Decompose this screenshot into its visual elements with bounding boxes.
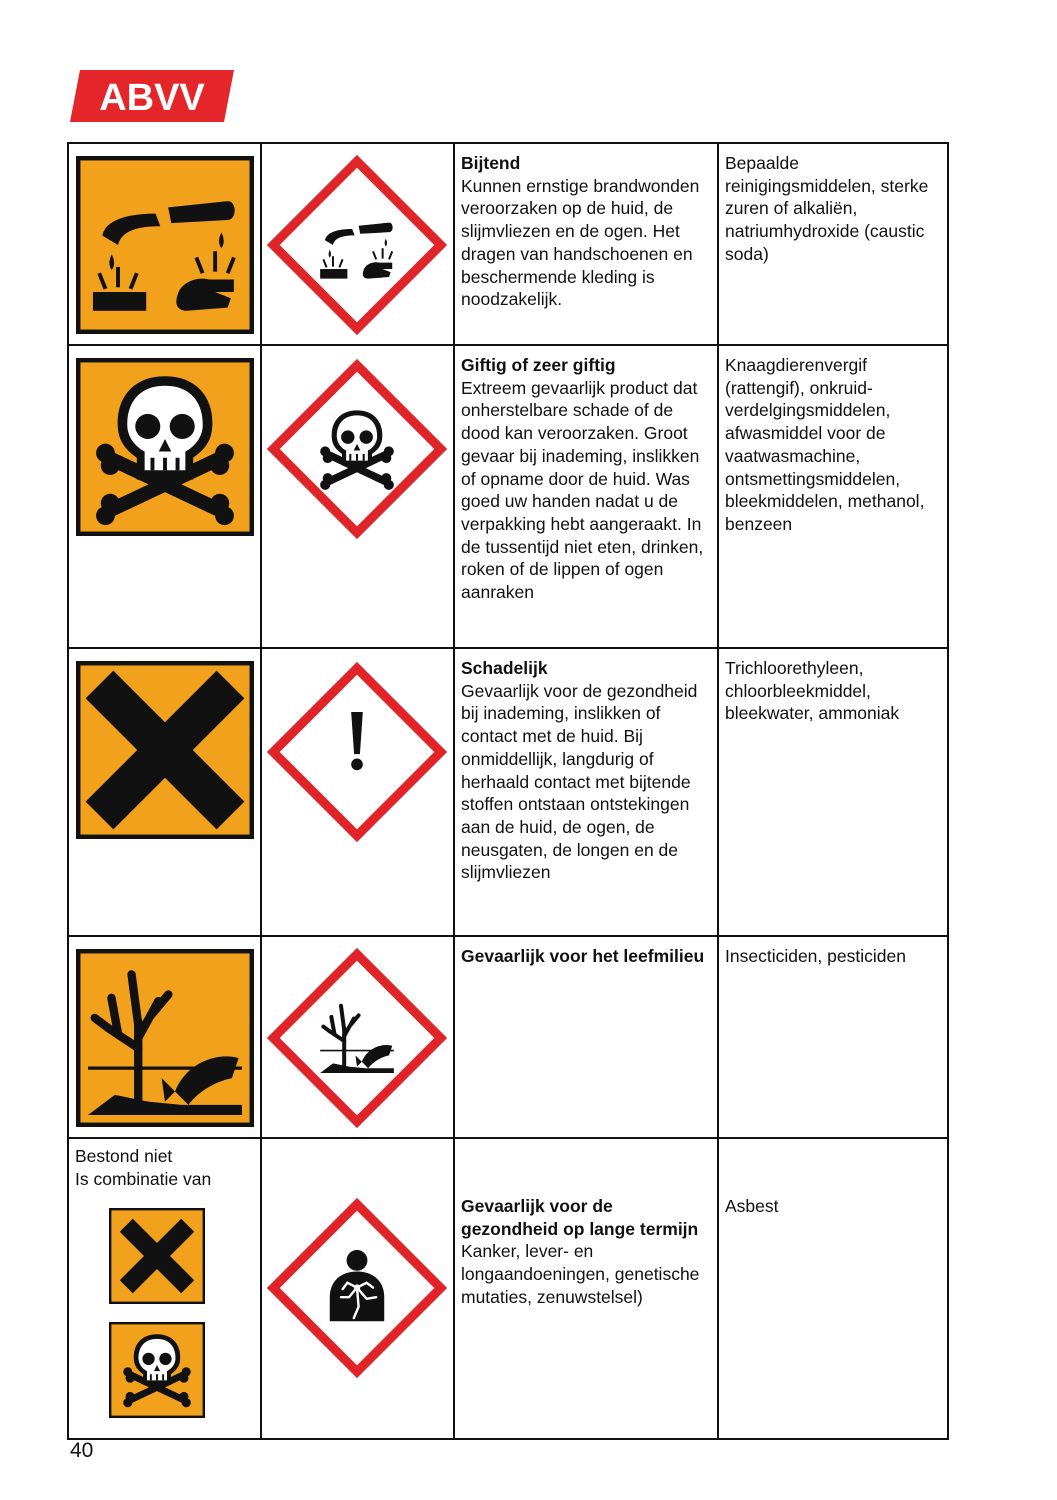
hazard-description: Gevaarlijk voor de gezondheid bij inademing, inslikken of contact met de huid. Bij onmiddellijk, langdurig of herhaald contact met bijtende stoffen ontstaan ontstekingen aan de huid, de ogen, de neusgaten, de longen en de slijmvliezen <box>461 680 698 883</box>
ghs-symbol-cell <box>261 1138 454 1439</box>
ghs-symbol-cell <box>261 648 454 936</box>
hazard-description: Kanker, lever- en longaandoeningen, genetische mutaties, zenuwstelsel) <box>461 1241 700 1307</box>
environment-icon <box>266 947 448 1129</box>
exclamation-mark-icon <box>266 661 448 843</box>
old-symbol-cell <box>68 143 261 345</box>
hazard-title: Bijtend <box>461 153 521 173</box>
old-symbol-cell <box>68 648 261 936</box>
hazard-examples: Knaagdierenvergif (rattengif), onkruid-verdelgingsmiddelen, afwasmiddel voor de vaatwasmachine, ontsmettingsmiddelen, bleekmiddelen, methanol, benzeen <box>725 355 925 534</box>
ghs-symbol-cell <box>261 345 454 648</box>
health-hazard-icon <box>266 1197 448 1379</box>
hazard-title: Gevaarlijk voor het leefmilieu <box>461 946 705 966</box>
hazard-symbols-table <box>67 142 949 1440</box>
skull-crossbones-icon <box>266 358 448 540</box>
x-cross-icon <box>109 1208 205 1304</box>
x-cross-icon <box>76 661 254 839</box>
abvv-logo <box>70 70 234 122</box>
old-symbol-cell <box>68 1138 261 1439</box>
hazard-title: Gevaarlijk voor de gezondheid op lange termijn <box>461 1196 699 1239</box>
examples-cell <box>718 345 948 648</box>
skull-crossbones-icon <box>109 1322 205 1418</box>
table-row <box>68 648 948 936</box>
examples-cell <box>718 648 948 936</box>
table-row <box>68 143 948 345</box>
corrosive-icon <box>266 154 448 336</box>
hazard-title: Giftig of zeer giftig <box>461 355 616 375</box>
ghs-symbol-cell <box>261 936 454 1138</box>
hazard-examples: Trichloorethyleen, chloorbleekmiddel, bleekwater, ammoniak <box>725 658 900 724</box>
skull-crossbones-icon <box>76 358 254 536</box>
description-cell <box>454 143 718 345</box>
hazard-examples: Insecticiden, pesticiden <box>725 946 906 966</box>
environment-icon <box>76 949 254 1127</box>
hazard-title: Schadelijk <box>461 658 548 678</box>
note-did-not-exist: Bestond niet <box>75 1146 173 1166</box>
description-cell <box>454 1138 718 1439</box>
table-row <box>68 345 948 648</box>
examples-cell <box>718 143 948 345</box>
hazard-examples: Bepaalde reinigingsmiddelen, sterke zuren of alkaliën, natriumhydroxide (caustic soda) <box>725 153 929 264</box>
note-combination-of: Is combinatie van <box>75 1168 212 1189</box>
ghs-symbol-cell <box>261 143 454 345</box>
page-number: 40 <box>70 1439 94 1462</box>
hazard-description: Extreem gevaarlijk product dat onherstelbare schade of de dood kan veroorzaken. Groot gevaar bij inademing, inslikken of opname door de huid. Was goed uw handen nadat u de verpakking hebt aangeraakt. In de tussentijd niet eten, drinken, roken of de lippen of ogen aanraken <box>461 377 704 603</box>
table-row <box>68 1138 948 1439</box>
hazard-examples: Asbest <box>725 1196 779 1216</box>
examples-cell <box>718 936 948 1138</box>
table-row <box>68 936 948 1138</box>
description-cell <box>454 936 718 1138</box>
hazard-description: Kunnen ernstige brandwonden veroorzaken op de huid, de slijmvliezen en de ogen. Het dragen van handschoenen en beschermende kleding is noodzakelijk. <box>461 175 700 310</box>
svg-text:ABVV: ABVV <box>99 77 205 119</box>
description-cell <box>454 345 718 648</box>
old-symbol-cell <box>68 345 261 648</box>
corrosive-icon <box>76 156 254 334</box>
examples-cell <box>718 1138 948 1439</box>
description-cell <box>454 648 718 936</box>
old-symbol-cell <box>68 936 261 1138</box>
